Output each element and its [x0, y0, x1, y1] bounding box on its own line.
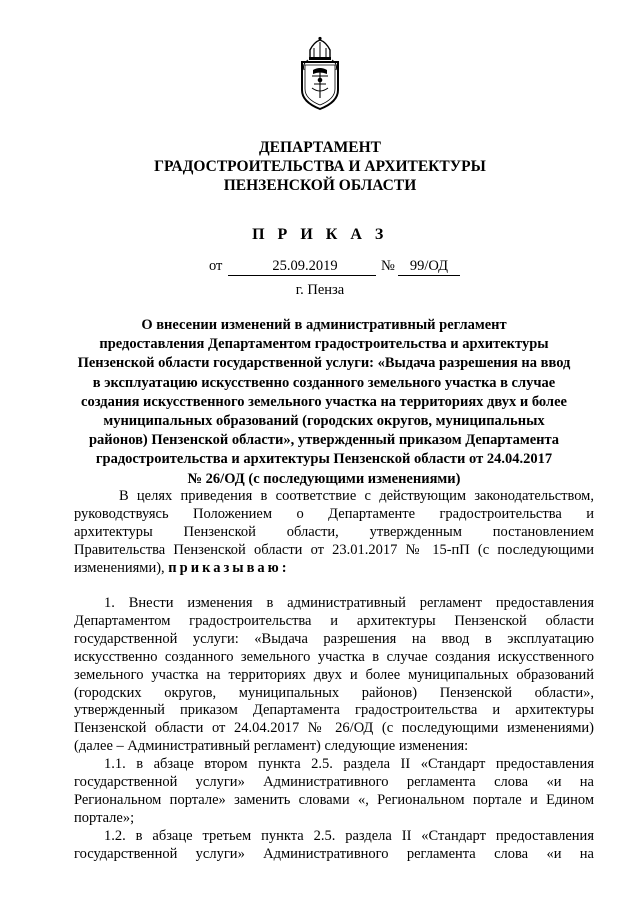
item-1-line: (городских округов, муниципальных районов) Пензенской области»,: [74, 684, 594, 701]
city: г. Пенза: [295, 282, 345, 298]
dept-line: ДЕПАРТАМЕНТ: [258, 139, 382, 156]
item-1-line: (далее – Административный регламент) следующие изменения:: [74, 738, 469, 755]
order-number: 99/ОД: [398, 258, 460, 276]
preamble-line: архитектуры Пензенской области, утвержденным постановлением: [74, 523, 594, 540]
preamble-paragraph: [74, 488, 594, 578]
date-prefix: от: [209, 258, 223, 274]
department-heading: [0, 138, 640, 195]
item-1-1-line: Региональном портале» заменить словами «, Региональном портале и Едином: [74, 791, 594, 808]
subject-line: создания искусственного земельного участка на территориях двух и более: [81, 393, 567, 410]
coat-of-arms-emblem: [296, 36, 344, 112]
subject-line: предоставления Департаментом градостроительства и архитектуры: [99, 336, 549, 353]
item-1-line: искусственно созданного земельного участка в случае создания искусственного: [74, 648, 594, 665]
item-1-line: земельного участка на территориях двух и более муниципальных образований: [74, 666, 594, 683]
item-1-paragraph: [74, 595, 594, 756]
preamble-line: Правительства Пензенской области от 23.01.2017 № 15-пП (с последующими: [74, 541, 594, 558]
subject-line: в эксплуатацию искусственно созданного земельного участка в случае: [92, 374, 556, 391]
command-word: приказываю:: [168, 559, 290, 576]
item-1-2-line: государственной услуги» Административного регламента слова «и на: [74, 845, 594, 862]
subject-line: муниципальных образований (городских округов, муниципальных: [103, 413, 545, 430]
item-1-1-line: портале»;: [74, 809, 135, 826]
item-1-line: Департаментом градостроительства и архитектуры Пензенской области: [74, 612, 594, 629]
order-date: 25.09.2019: [228, 258, 376, 276]
item-1-line: Пензенской области от 24.04.2017 № 26/ОД (с последующими изменениями): [74, 720, 594, 737]
subject-line: № 26/ОД (с последующими изменениями): [187, 470, 461, 487]
item-1-2-paragraph: [74, 828, 594, 864]
subject-line: градостроительства и архитектуры Пензенской области от 24.04.2017: [95, 451, 553, 468]
preamble-line: руководствуясь Положением о Департаменте градостроительства и: [74, 505, 594, 522]
item-1-line: государственной услуги: «Выдача разрешения на ввод в эксплуатацию: [74, 630, 594, 647]
item-1-1-line: государственной услуги» Административного регламента слова «и на: [74, 773, 594, 790]
preamble-line: В целях приведения в соответствие с действующим законодательством,: [119, 488, 594, 504]
dept-line: ГРАДОСТРОИТЕЛЬСТВА И АРХИТЕКТУРЫ: [154, 158, 486, 175]
item-1-line: 1. Внести изменения в административный регламент предоставления: [104, 595, 594, 611]
subject-line: Пензенской области государственной услуги: «Выдача разрешения на ввод: [77, 355, 571, 372]
number-sign: №: [381, 258, 395, 274]
item-1-1-paragraph: [74, 756, 594, 828]
order-subject: [74, 316, 574, 489]
dept-line: ПЕНЗЕНСКОЙ ОБЛАСТИ: [223, 177, 417, 194]
preamble-line-prefix: изменениями),: [74, 559, 165, 576]
subject-line: О внесении изменений в административный регламент: [141, 317, 507, 333]
subject-line: районов) Пензенской области», утвержденный приказом Департамента: [88, 432, 560, 449]
date-number-line: [0, 258, 640, 276]
document-title: П Р И К А З: [252, 226, 388, 243]
item-1-line: утвержденный приказом Департамента градостроительства и архитектуры: [74, 702, 594, 719]
item-1-1-line: 1.1. в абзаце втором пункта 2.5. раздела II «Стандарт предоставления: [104, 756, 594, 772]
item-1-2-line: 1.2. в абзаце третьем пункта 2.5. раздела II «Стандарт предоставления: [104, 828, 594, 844]
preamble-last-line: [74, 560, 594, 578]
